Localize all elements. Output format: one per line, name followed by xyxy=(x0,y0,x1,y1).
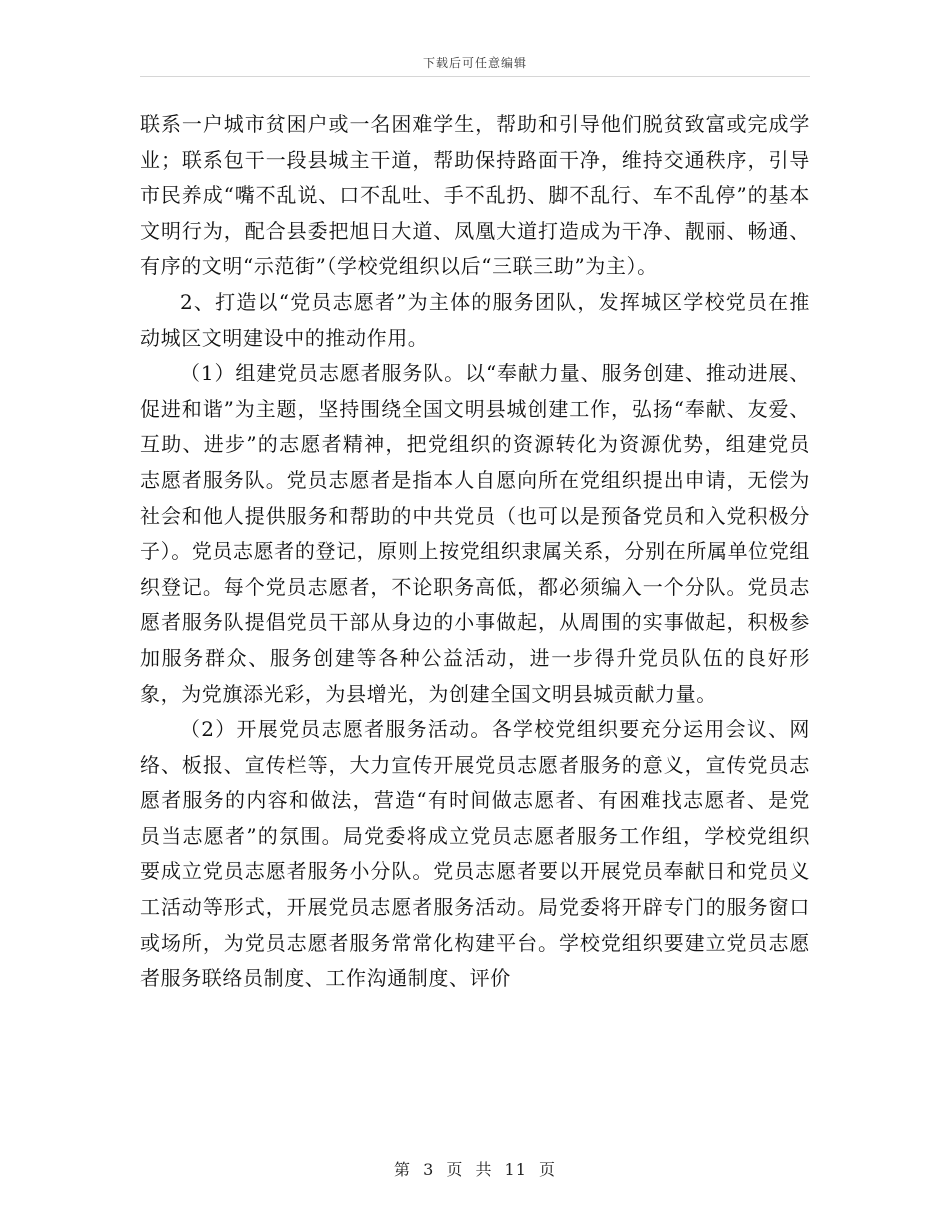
header-divider xyxy=(140,76,810,77)
document-body xyxy=(140,107,810,997)
page-number-footer: 第 3 页 共 11 页 xyxy=(394,1160,556,1179)
paragraph-2: 2、打造以“党员志愿者”为主体的服务团队，发挥城区学校党员在推动城区文明建设中的推动作用。 xyxy=(140,289,810,350)
paragraph-3: （1）组建党员志愿者服务队。以“奉献力量、服务创建、推动进展、促进和谐”为主题，坚持围绕全国文明县城创建工作，弘扬“奉献、友爱、互助、进步”的志愿者精神，把党组织的资源转化为资源优势，组建党员志愿者服务队。党员志愿者是指本人自愿向所在党组织提出申请，无偿为社会和他人提供服务和帮助的中共党员（也可以是预备党员和入党积极分子）。党员志愿者的登记，原则上按党组织隶属关系，分别在所属单位党组织登记。每个党员志愿者，不论职务高低，都必须编入一个分队。党员志愿者服务队提倡党员干部从身边的小事做起，从周围的实事做起，积极参加服务群众、服务创建等各种公益活动，进一步得升党员队伍的良好形象，为党旗添光彩，为县增光，为创建全国文明县城贡献力量。 xyxy=(140,361,810,706)
page-header: 下载后可任意编辑 xyxy=(422,56,527,70)
paragraph-1: 联系一户城市贫困户或一名困难学生，帮助和引导他们脱贫致富或完成学业；联系包干一段县城主干道，帮助保持路面干净，维持交通秩序，引导市民养成“嘴不乱说、口不乱吐、手不乱扔、脚不乱行、车不乱停”的基本文明行为，配合县委把旭日大道、凤凰大道打造成为干净、靓丽、畅通、有序的文明“示范街”（学校党组织以后“三联三助”为主）。 xyxy=(140,112,810,279)
paragraph-4: （2）开展党员志愿者服务活动。各学校党组织要充分运用会议、网络、板报、宣传栏等，大力宣传开展党员志愿者服务的意义，宣传党员志愿者服务的内容和做法，营造“有时间做志愿者、有困难找志愿者、是党员当志愿者”的氛围。局党委将成立党员志愿者服务工作组，学校党组织要成立党员志愿者服务小分队。党员志愿者要以开展党员奉献日和党员义工活动等形式，开展党员志愿者服务活动。局党委将开辟专门的服务窗口或场所，为党员志愿者服务常常化构建平台。学校党组织要建立党员志愿者服务联络员制度、工作沟通制度、评价 xyxy=(140,717,810,991)
